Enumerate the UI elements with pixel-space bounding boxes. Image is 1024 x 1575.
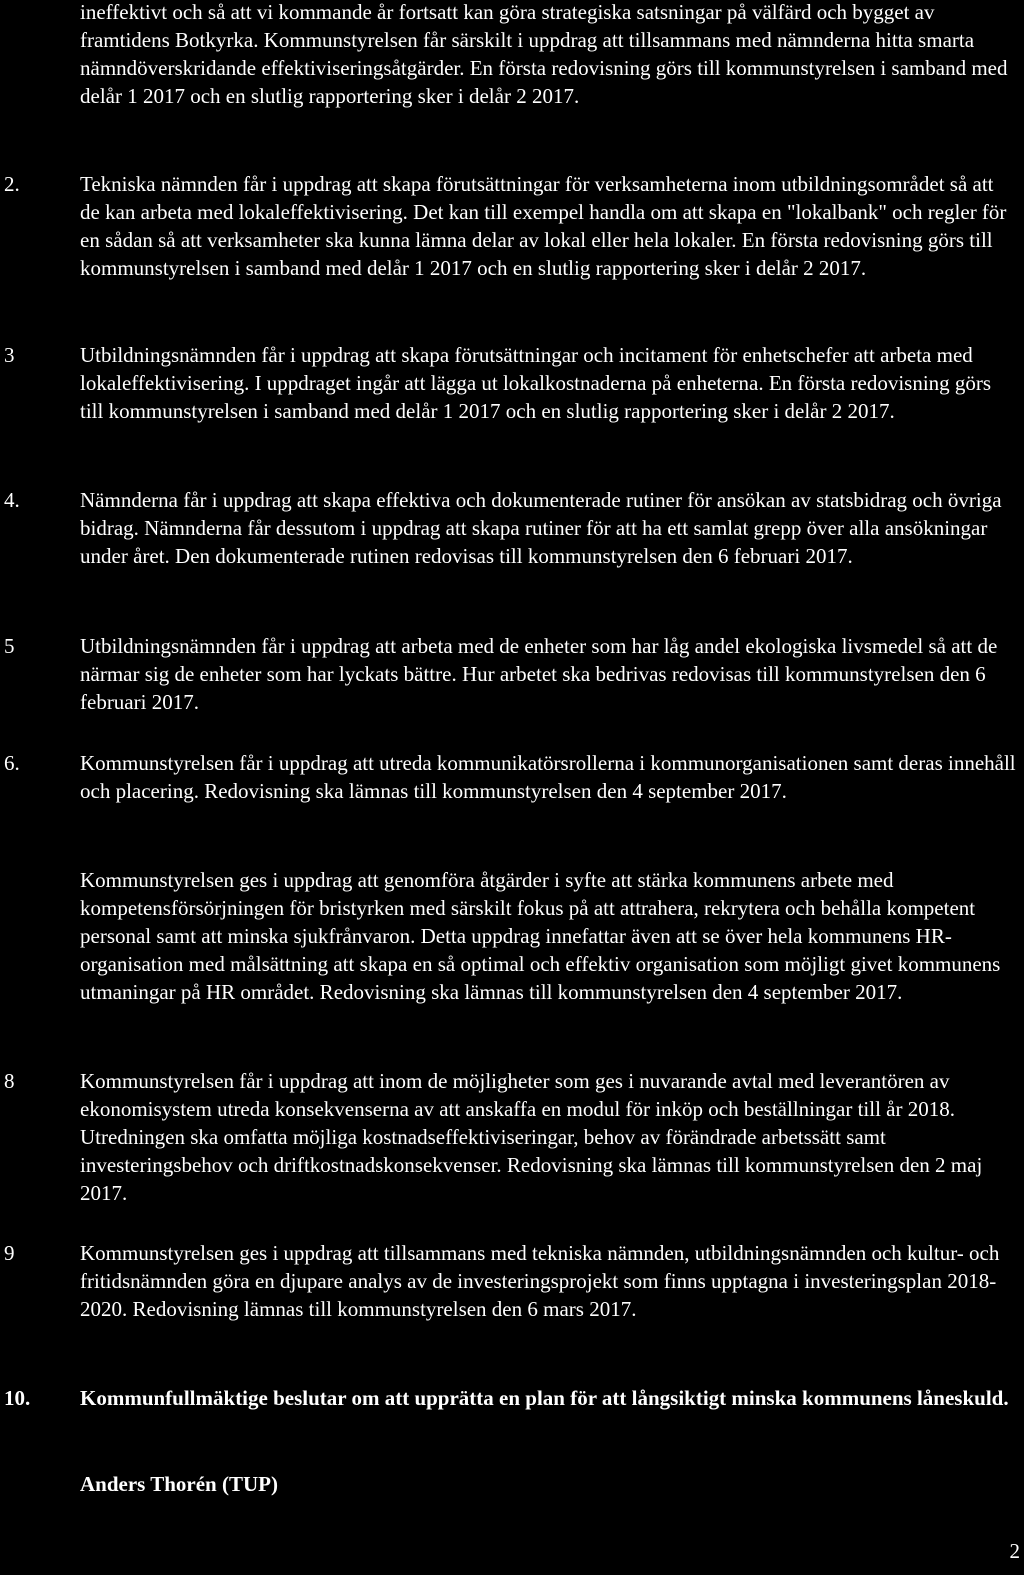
page-number: 2 — [1009, 1539, 1020, 1563]
paragraph-number: 10. — [4, 1386, 31, 1410]
paragraph-text: Utbildningsnämnden får i uppdrag att arbeta med de enheter som har låg andel ekologiska livsmedel så att de närmar sig de enheter som har lyckats bättre. Hur arbetet ska bedrivas redovisas till kommunstyrelsen den 6 februari 2017. — [80, 634, 998, 714]
paragraph-number: 4. — [4, 488, 20, 512]
paragraph-text: ineffektivt och så att vi kommande år fortsatt kan göra strategiska satsningar på välfärd och bygget av framtidens Botkyrka. Kommunstyrelsen får särskilt i uppdrag att tillsammans med nämnderna hitta smarta nämndöverskridande effektiviseringsåtgärder. En första redovisning görs till kommunstyrelsen i samband med delår 1 2017 och en slutlig rapportering sker i delår 2 2017. — [80, 0, 1008, 108]
paragraph-number: 3 — [4, 343, 15, 367]
paragraph-text: Kommunstyrelsen får i uppdrag att utreda kommunikatörsrollerna i kommunorganisationen samt deras innehåll och placering. Redovisning ska lämnas till kommunstyrelsen den 4 september 2017. — [80, 751, 1016, 803]
paragraph-text: Kommunfullmäktige beslutar om att upprätta en plan för att långsiktigt minska kommunens låneskuld. — [80, 1386, 1009, 1410]
paragraph-number: 5 — [4, 634, 15, 658]
signature: Anders Thorén (TUP) — [80, 1472, 278, 1496]
paragraph-text: Kommunstyrelsen får i uppdrag att inom de möjligheter som ges i nuvarande avtal med leverantören av ekonomisystem utreda konsekvenserna av att anskaffa en modul för inköp och beställningar till år 2018. Utredningen ska omfatta möjliga kostnadseffektiviseringar, behov av förändrade arbetssätt samt investeringsbehov och driftkostnadskonsekvenser. Redovisning ska lämnas till kommunstyrelsen den 2 maj 2017. — [80, 1069, 983, 1205]
paragraph-text: Nämnderna får i uppdrag att skapa effektiva och dokumenterade rutiner för ansökan av statsbidrag och övriga bidrag. Nämnderna får dessutom i uppdrag att skapa rutiner för att ha ett samlat grepp över alla ansökningar under året. Den dokumenterade rutinen redovisas till kommunstyrelsen den 6 februari 2017. — [80, 488, 1002, 568]
paragraph-number: 9 — [4, 1241, 15, 1265]
paragraph-number: 8 — [4, 1069, 15, 1093]
paragraph-text: Utbildningsnämnden får i uppdrag att skapa förutsättningar och incitament för enhetschefer att arbeta med lokaleffektivisering. I uppdraget ingår att lägga ut lokalkostnaderna på enheterna. En första redovisning görs till kommunstyrelsen i samband med delår 1 2017 och en slutlig rapportering sker i delår 2 2017. — [80, 343, 992, 423]
paragraph-text: Kommunstyrelsen ges i uppdrag att genomföra åtgärder i syfte att stärka kommunens arbete med kompetensförsörjningen för bristyrken med särskilt fokus på att attrahera, rekrytera och behålla kompetent personal samt att minska sjukfrånvaron. Detta uppdrag innefattar även att se över hela kommunens HR-organisation med målsättning att skapa en så optimal och effektiv organisation som möjligt givet kommunens utmaningar på HR området. Redovisning ska lämnas till kommunstyrelsen den 4 september 2017. — [80, 868, 1001, 1004]
paragraph-number: 6. — [4, 751, 20, 775]
paragraph-number: 2. — [4, 172, 20, 196]
paragraph-text: Kommunstyrelsen ges i uppdrag att tillsammans med tekniska nämnden, utbildningsnämnden och kultur- och fritidsnämnden göra en djupare analys av de investeringsprojekt som finns upptagna i investeringsplan 2018-2020. Redovisning lämnas till kommunstyrelsen den 6 mars 2017. — [80, 1241, 1000, 1321]
paragraph-text: Tekniska nämnden får i uppdrag att skapa förutsättningar för verksamheterna inom utbildningsområdet så att de kan arbeta med lokaleffektivisering. Det kan till exempel handla om att skapa en "lokalbank" och regler för en sådan så att verksamheter ska kunna lämna delar av lokal eller hela lokaler. En första redovisning görs till kommunstyrelsen i samband med delår 1 2017 och en slutlig rapportering sker i delår 2 2017. — [80, 172, 1007, 280]
